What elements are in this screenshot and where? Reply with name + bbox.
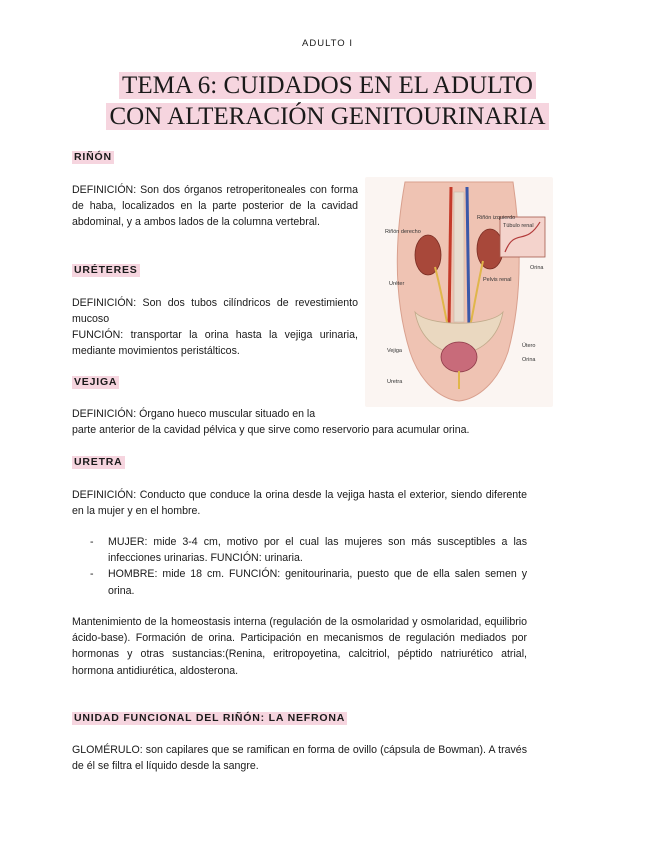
label-orina-2: Orina	[522, 357, 536, 363]
vejiga-definition-line2: parte anterior de la cavidad pélvica y que sirve como reservorio para acumular orina.	[72, 424, 470, 436]
label-rinon-derecho: Riñón derecho	[385, 229, 421, 235]
nefrona-glomerulo: GLOMÉRULO: son capilares que se ramifican en forma de ovillo (cápsula de Bowman). A través de él se filtra el líquido desde la sangre.	[72, 744, 527, 773]
heading-uretra: URETRA	[74, 456, 123, 468]
list-item-mujer: - MUJER: mide 3-4 cm, motivo por el cual las mujeres son más susceptibles a las infecciones urinarias. FUNCIÓN: urinaria.	[90, 534, 527, 566]
heading-ureteres: URÉTERES	[74, 264, 138, 276]
label-tubulo-renal: Túbulo renal	[503, 223, 534, 229]
label-ureter: Uréter	[389, 281, 405, 287]
spine-shape	[454, 192, 464, 322]
heading-nefrona: UNIDAD FUNCIONAL DEL RIÑÓN: LA NEFRONA	[74, 712, 346, 724]
aorta-shape	[449, 187, 451, 327]
label-pelvis-renal: Pelvis renal	[483, 277, 512, 283]
urinary-system-illustration	[365, 177, 553, 407]
title-line-2: CON ALTERACIÓN GENITOURINARIA	[106, 103, 548, 130]
uretra-definition: DEFINICIÓN: Conducto que conduce la orina desde la vejiga hasta el exterior, siendo diferente en la mujer y en el hombre.	[72, 489, 527, 518]
page-title	[0, 70, 655, 132]
uretra-list	[90, 534, 527, 599]
label-rinon-izquierdo: Riñón izquierdo	[477, 215, 516, 221]
vena-cava-shape	[467, 187, 469, 327]
list-item-hombre: - HOMBRE: mide 18 cm. FUNCIÓN: genitourinaria, puesto que de ella salen semen y orina.	[90, 566, 527, 598]
bladder-shape	[441, 342, 477, 372]
label-utero: Útero	[522, 343, 536, 349]
ureteres-function: FUNCIÓN: transportar la orina hasta la vejiga urinaria, mediante movimientos peristálticos.	[72, 329, 358, 358]
label-orina: Orina	[530, 265, 544, 271]
uretra-maintenance: Mantenimiento de la homeostasis interna (regulación de la osmolaridad y osmolaridad, equilibrio ácido-base). Formación de orina. Participación en mecanismos de regulación mediados por hormonas y otras sustancias:(Renina, eritropoyetina, calcitriol, péptido natriurético atrial, hormona antidiurética, aldosterona.	[72, 616, 527, 677]
vejiga-definition-line1: DEFINICIÓN: Órgano hueco muscular situado en la	[72, 408, 316, 420]
heading-rinon: RIÑÓN	[74, 151, 112, 163]
heading-vejiga: VEJIGA	[74, 376, 118, 388]
left-kidney-shape	[477, 229, 503, 269]
label-uretra: Uretra	[387, 379, 403, 385]
ureteres-definition: DEFINICIÓN: Son dos tubos cilíndricos de revestimiento mucoso	[72, 297, 358, 326]
label-vejiga: Vejiga	[387, 348, 402, 354]
rinon-definition: DEFINICIÓN: Son dos órganos retroperitoneales con forma de haba, localizados en la parte posterior de la cavidad abdominal, y a ambos lados de la columna vertebral.	[72, 184, 358, 229]
page-header: ADULTO I	[302, 38, 353, 49]
title-line-1: TEMA 6: CUIDADOS EN EL ADULTO	[119, 72, 536, 99]
urinary-system-diagram	[365, 177, 553, 407]
right-kidney-shape	[415, 235, 441, 275]
